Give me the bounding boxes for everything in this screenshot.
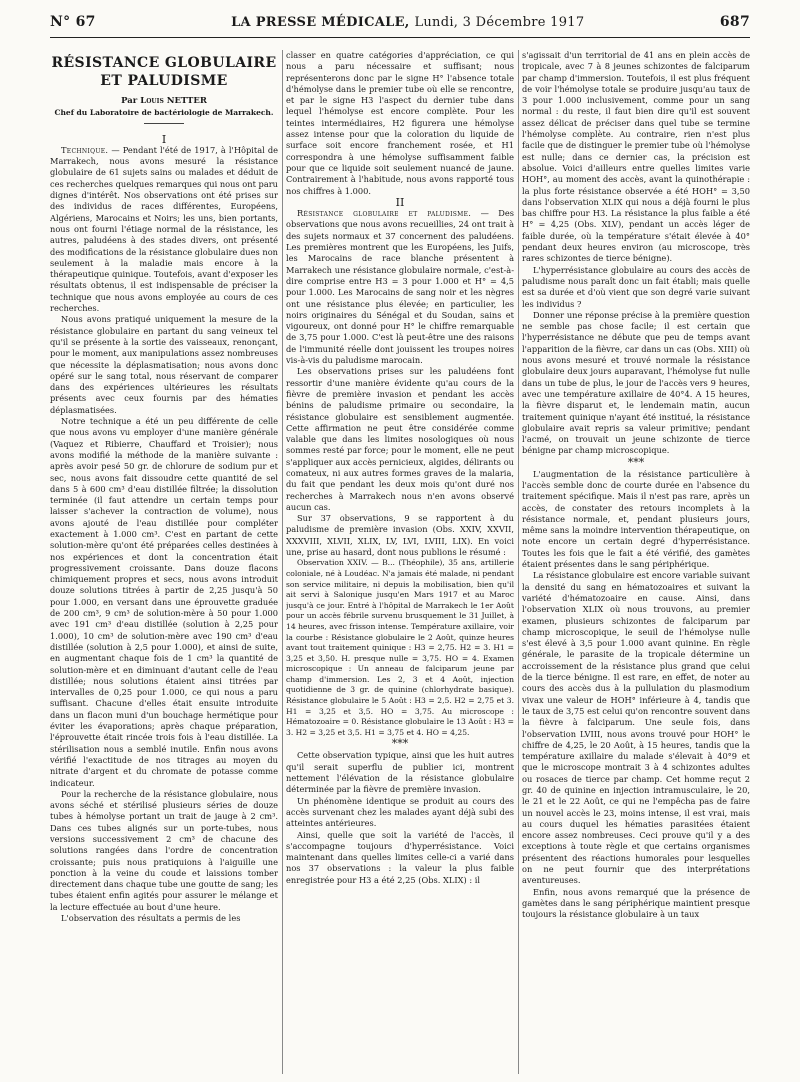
- paragraph: Technique. — Pendant l'été de 1917, à l'Hôpital de Marrakech, nous avons mesuré la résistance globulaire de 61 sujets sains ou malades et déduit de ces recherches quelques remarques qui nous ont paru dignes d'intérêt. Nos observations ont été prises sur des individus de races différentes, Européens, Algériens, Marocains et Noirs; les uns, bien portants, nous ont fourni l'étiage normal de la résistance, les autres, paludéens à des stades divers, ont présenté des modifications de la résistance globulaire dues non seulement à la maladie mais encore à la thérapeutique quinique. Toutefois, avant d'exposer les résultats obtenus, il est indispensable de préciser la technique que nous avons employée au cours de ces recherches.: [50, 144, 278, 314]
- paragraph: L'augmentation de la résistance particulière à l'accès semble donc de courte durée en l'absence du traitement spécifique. Mais il n'est pas rare, après un accès, de constater des retours incomplets à la résistance normale, et, pendant plusieurs jours, même sans la moindre intervention thérapeutique, on note encore un certain degré d'hyperrésistance. Toutes les fois que le fait a été vérifié, des gamètes étaient présentes dans le sang périphérique.: [522, 468, 750, 570]
- paragraph: Résistance globulaire et paludisme. — Des observations que nous avons recueillies, 24 ont trait à des sujets normaux et 37 concernent des paludéens. Les premières montrent que les Européens, les Juifs, les Marocains de race blanche présentent à Marrakech une résistance globulaire normale, c'est-à-dire comprise entre H3 = 3 pour 1.000 et H° = 4,5 pour 1.000. Les Marocains de sang noir et les nègres ont une résistance plus élevée; en particulier, les noirs originaires du Sénégal et du Soudan, sains et vigoureux, ont donné pour H° le chiffre remarquable de 3,75 pour 1.000. C'est là peut-être une des raisons de l'immunité réelle dont jouissent les troupes noires vis-à-vis du paludisme marocain.: [286, 208, 514, 366]
- paragraph: Ainsi, quelle que soit la variété de l'accès, il s'accompagne toujours d'hyperrésistance. Voici maintenant dans quelles limites celle-ci a varié dans nos 37 observations : la valeur la plus faible enregistrée pour H3 a été 2,25 (Obs. XLIX) : il: [286, 829, 514, 885]
- paragraph: Donner une réponse précise à la première question ne semble pas chose facile; il est certain que l'hyperrésistance ne débute que peu de temps avant l'apparition de la fièvre, car dans un cas (Obs. XIII) où nous avons mesuré et trouvé normale la résistance globulaire deux jours auparavant, l'hémolyse fut nulle dans un tube de plus, le jour de l'accès vers 9 heures, avec une température axillaire de 40°4. A 15 heures, la fièvre disparut et, le lendemain matin, aucun traitement quinique n'ayant été institué, la résistance globulaire avait repris sa valeur primitive; pendant l'acmé, on trouvait un jeune schizonte de tierce bénigne par champ microscopique.: [522, 309, 750, 456]
- paragraph: Les observations prises sur les paludéens font ressortir d'une manière évidente qu'au cours de la fièvre de première invasion et pendant les accès bénins de paludisme primaire ou secondaire, la résistance globulaire est sensiblement augmentée. Cette affirmation ne peut être considérée comme valable que dans les limites nosologiques où nous sommes resté par force; pour le moment, elle ne peut s'appliquer aux accès pernicieux, algides, délirants ou comateux, ni aux autres formes graves de la malaria, du fait que pendant les deux mois qu'ont duré nos recherches à Marrakech nous n'en avons observé aucun cas.: [286, 366, 514, 512]
- issue-number: N° 67: [50, 14, 96, 30]
- section-ornament: ***: [627, 455, 645, 469]
- column-right: [522, 50, 750, 1074]
- page-number: 687: [719, 14, 750, 30]
- paragraph: L'observation des résultats a permis de les: [61, 913, 241, 924]
- paragraph: Sur 37 observations, 9 se rapportent à du paludisme de première invasion (Obs. XXIV, XXVII, XXXVIII, XLVII, XLIX, LV, LVI, LVIII, LIX). En voici une, prise au hasard, dont nous publions le résumé :: [286, 513, 514, 558]
- article-title: RÉSISTANCE GLOBULAIRE ET PALUDISME: [51, 55, 277, 89]
- issue-date: Lundi, 3 Décembre 1917: [414, 15, 585, 30]
- paragraph: La résistance globulaire est encore variable suivant la densité du sang en hématozoaires et suivant la variété d'hématozoaire en cause. Ainsi, dans l'observation XLIX où nous trouvons, au premier examen, plusieurs schizontes de falciparum par champ microscopique, le seuil de l'hémolyse nulle s'est élevé à 3,5 pour 1.000 avant quinine. En règle générale, le parasite de la tropicale détermine un accroissement de la résistance plus grand que celui de la tierce bénigne. Il est rare, en effet, de noter au cours des accès dus à la pullulation du plasmodium vivax une valeur de HOH° inférieure à 4, tandis que le taux de 3,75 est celui qu'on rencontre souvent dans la fièvre à falciparum. Une seule fois, dans l'observation LVIII, nous avons trouvé pour HOH° le chiffre de 4,25, le 20 Août, à 15 heures, tandis que la température axillaire du malade s'élevait à 40°9 et que le microscope montrait 3 à 4 schizontes adultes ou rosaces de tierce par champ. Cet homme reçut 2 gr. 40 de quinine en injection intramusculaire, le 20, le 21 et le 22 Août, ce qui ne l'empêcha pas de faire un nouvel accès le 23, moins intense, il est vrai, mais au cours duquel les hématies parasitées étaient encore assez nombreuses. Ceci prouve qu'il y a des exceptions à toute règle et que certains organismes présentent des réactions humorales pour lesquelles on ne peut fournir que des interprétations aventureuses.: [522, 570, 750, 886]
- paragraph: Notre technique a été un peu différente de celle que nous avons vu employer d'une manière générale (Vaquez et Ribierre, Chauffard et Troisier); nous avons modifié la méthode de la manière suivante : après avoir pesé 50 gr. de chlorure de sodium pur et sec, nous avons fait dissoudre cette quantité de sel dans 5 à 600 cm³ d'eau distillée filtrée; la dissolution terminée (il faut attendre un certain temps pour laisser s'achever la contraction de volume), nous avons ajouté de l'eau distillée pour compléter exactement à 1.000 cm³. C'est en partant de cette solution-mère qu'ont été préparées celles destinées à nos expériences et dont la concentration était progressivement croissante. Dans douze flacons chimiquement propres et secs, nous avons introduit douze solutions titrées à partir de 2,25 jusqu'à 50 pour 1.000, en versant dans une éprouvette graduée de 200 cm³, 9 cm³ de solution-mère à 50 pour 1.000 avec 191 cm³ d'eau distillée (solution à 2,25 pour 1.000), 10 cm³ de solution-mère avec 190 cm³ d'eau distillée (solution à 2,5 pour 1.000), et ainsi de suite, en augmentant chaque fois de 1 cm³ la quantité de solution-mère et en diminuant d'autant celle de l'eau distillée; nous solutions étaient ainsi titrées par intervalles de 0,25 pour 1.000, ce qui nous a paru suffisant. Chacune d'elles était ensuite introduite dans un flacon muni d'un bouchage hermétique pour éviter les évaporations; après chaque préparation, l'éprouvette était rincée trois fois à l'eau distillée. La stérilisation nous a semblé inutile. Enfin nous avons vérifié l'exactitude de nos titrages au moyen du nitrate d'argent et du chromate de potasse comme indicateur.: [50, 416, 278, 788]
- header-rule: [50, 37, 750, 38]
- journal-masthead: [231, 15, 584, 30]
- paragraph: L'hyperrésistance globulaire au cours des accès de paludisme nous paraît donc un fait établi; mais quelle est sa durée et d'où vient que son degré varie suivant les individus ?: [522, 264, 750, 309]
- paragraph: Enfin, nous avons remarqué que la présence de gamètes dans le sang périphérique maintient presque toujours la résistance globulaire à un taux: [522, 886, 750, 920]
- section-lead: Technique.: [61, 144, 109, 155]
- column-divider: [518, 50, 519, 1074]
- section-lead: Résistance globulaire et paludisme.: [297, 208, 472, 219]
- author-name: Louis NETTER: [140, 96, 207, 106]
- observation-case: Observation XXIV. — B... (Théophile), 35 ans, artillerie coloniale, né à Loudéac. N'a jamais été malade, ni pendant son service militaire, ni depuis la mobilisation, bien qu'il ait servi à Salonique jusqu'en Mars 1917 et au Maroc jusqu'à ce jour. Entré à l'hôpital de Marrakech le 1er Août pour un accès fébrile survenu brusquement le 31 Juillet, à 14 heures, avec frisson intense. Température axillaire, voir la courbe : Résistance globulaire le 2 Août, quinze heures avant tout traitement quinique : H3 = 2,75. H2 = 3. H1 = 3,25 et 3,50. H. presque nulle = 3,75. HO = 4. Examen microscopique : Un anneau de falciparum jeune par champ d'immersion. Les 2, 3 et 4 Août, injection quotidienne de 3 gr. de quinine (chlorhydrate basique). Résistance globulaire le 5 Août : H3 = 2,5. H2 = 2,75 et 3. H1 = 3,25 et 3,5. HO = 3,75. Au microscope : Hématozoaire = 0. Résistance globulaire le 13 Août : H3 = 3. H2 = 3,25 et 3,5. H1 = 3,75 et 4. HO = 4,25.: [286, 558, 514, 737]
- paragraph: Pour la recherche de la résistance globulaire, nous avons séché et stérilisé plusieurs séries de douze tubes à hémolyse portant un trait de jauge à 2 cm³. Dans ces tubes alignés sur un porte-tubes, nous versions successivement 2 cm³ de chacune des solutions rangées dans l'ordre de concentration croissante; puis nous pratiquions à l'aiguille une ponction à la veine du coude et laissions tomber directement dans chaque tube une goutte de sang; les tubes étaient enfin agités pour assurer le mélange et la lecture effectuée au bout d'une heure.: [50, 788, 278, 912]
- paragraph: classer en quatre catégories d'appréciation, ce qui nous a paru nécessaire et suffisant; nous représenterons donc par le signe H° l'absence totale d'hémolyse dans le premier tube où elle se rencontre, et par le signe H3 l'aspect du dernier tube dans lequel l'hémolyse est encore complète. Pour les teintes intermédiaires, H2 figurera une hémolyse assez intense pour que la coloration du liquide de surface soit encore franchement rosée, et H1 correspondra à une hémolyse suffisamment faible pour que ce liquide soit seulement nuancé de jaune. Contrairement à l'habitude, nous avons rapporté tous nos chiffres à 1.000.: [286, 50, 514, 196]
- paragraph: s'agissait d'un territorial de 41 ans en plein accès de tropicale, avec 7 à 8 jeunes schizontes de falciparum par champ d'immersion. Toutefois, il est plus fréquent de voir l'hémolyse totale se produire jusqu'au taux de 3 pour 1.000 inclusivement, comme pour un sang normal : du reste, il faut bien dire qu'il est souvent assez délicat de préciser dans quel tube se termine l'hémolyse complète. Au contraire, rien n'est plus facile que de distinguer le premier tube où l'hémolyse est nulle; dans ce dernier cas, la précision est absolue. Voici d'ailleurs entre quelles limites varie HOH°, au moment des accès, avant la quinothérapie : la plus forte résistance observée a été HOH° = 3,50 dans l'observation XLIX qui nous a déjà fourni le plus bas chiffre pour H3. La résistance la plus faible a été H° = 4,25 (Obs. XLV), pendant un accès léger de faible durée, où la température s'était élevée à 40° pendant deux heures environ (au microscope, très rares schizontes de tierce bénigne).: [522, 50, 750, 264]
- page-header: [50, 14, 750, 36]
- author-affiliation: Chef du Laboratoire de bactériologie de Marrakech.: [54, 108, 274, 118]
- section-numeral: II: [395, 195, 405, 209]
- title-rule: [144, 123, 184, 124]
- section-numeral: I: [161, 132, 167, 146]
- paragraph: Un phénomène identique se produit au cours des accès survenant chez les malades ayant déjà subi des atteintes antérieures.: [286, 795, 514, 829]
- paragraph: Cette observation typique, ainsi que les huit autres qu'il serait superflu de publier ici, montrent nettement l'élévation de la résistance globulaire déterminée par la fièvre de première invasion.: [286, 750, 514, 795]
- paragraph: Nous avons pratiqué uniquement la mesure de la résistance globulaire en partant du sang veineux tel qu'il se présente à la sortie des vaisseaux, renonçant, pour le moment, aux manipulations assez nombreuses que nécessite la déplasmatisation; nous avons donc opéré sur le sang total, nous réservant de comparer dans des expériences ultérieures les résultats présents avec ceux fournis par des hématies déplasmatisées.: [50, 314, 278, 415]
- byline: Par Louis NETTER: [121, 96, 207, 106]
- column-divider: [282, 50, 283, 1074]
- column-middle: [286, 50, 514, 1074]
- journal-name: LA PRESSE MÉDICALE,: [231, 15, 410, 30]
- column-left: [50, 50, 278, 1074]
- section-ornament: ***: [391, 737, 409, 751]
